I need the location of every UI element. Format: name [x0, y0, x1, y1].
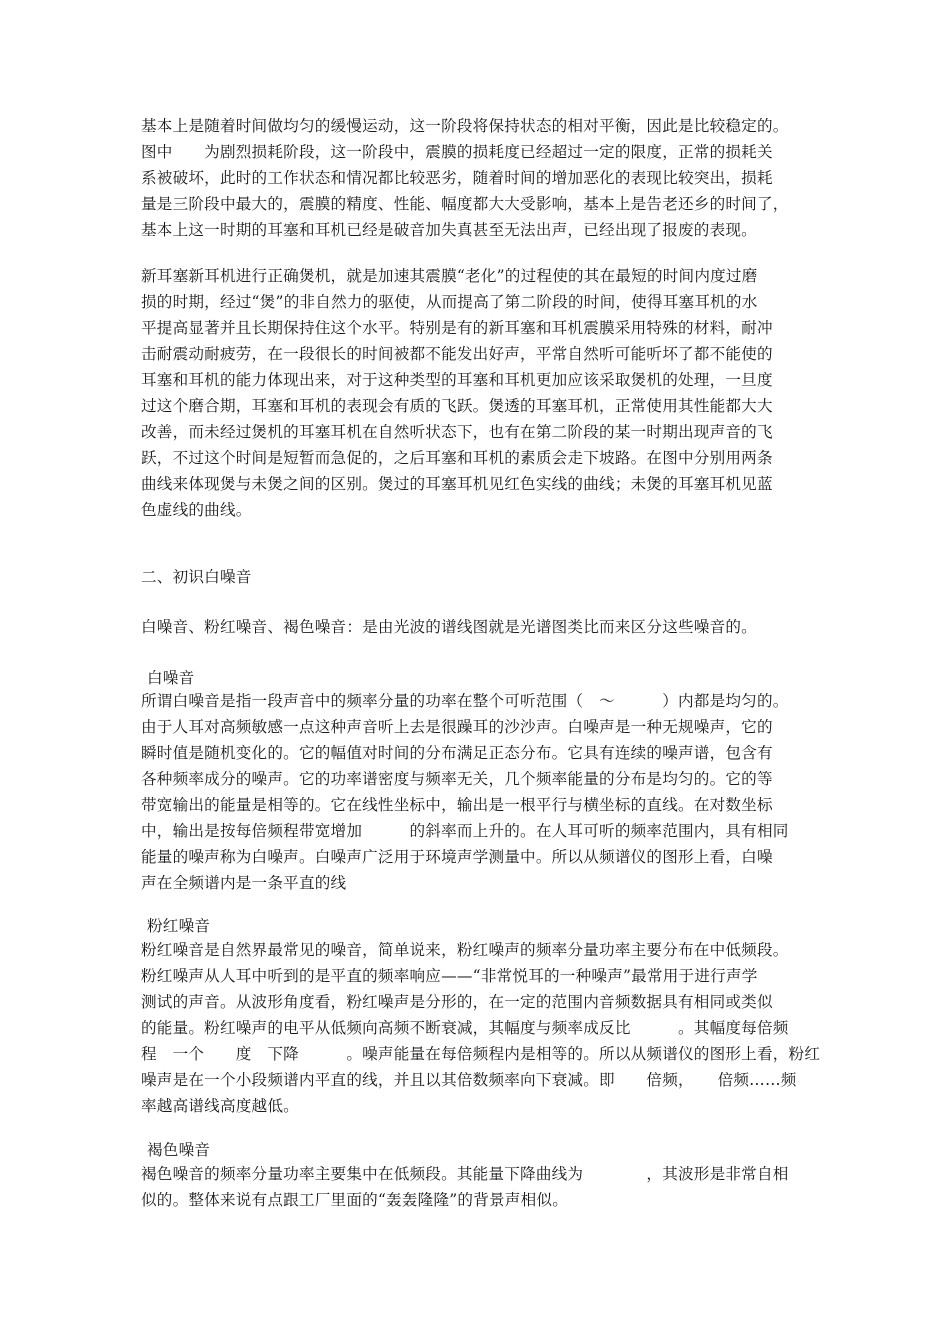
text-line: 系被破坏，此时的工作状态和情况都比较恶劣，随着时间的增加恶化的表现比较突出，损耗 — [141, 169, 773, 187]
text-line: 程 一个 度 下降 。噪声能量在每倍频程内是相等的。所以从频谱仪的图形上看，粉红 — [141, 1045, 821, 1063]
text-line: 所谓白噪音是指一段声音中的频率分量的功率在整个可听范围（ ～ ）内都是均匀的。 — [141, 692, 789, 710]
text-line: 新耳塞新耳机进行正确煲机，就是加速其震膜“老化”的过程使的其在最短的时间内度过磨 — [141, 267, 758, 285]
text-line: 曲线来体现煲与未煲之间的区别。煲过的耳塞耳机见红色实线的曲线；未煲的耳塞耳机见蓝 — [141, 475, 773, 493]
text-line: 改善，而未经过煲机的耳塞耳机在自然听状态下，也有在第二阶段的某一时期出现声音的飞 — [141, 423, 773, 441]
text-line: 褐色噪音的频率分量功率主要集中在低频段。其能量下降曲线为 ，其波形是非常自相 — [141, 1165, 789, 1183]
text-line: 色虚线的曲线。 — [141, 501, 252, 519]
text-line: 损的时期，经过“煲”的非自然力的驱使，从而提高了第二阶段的时间，使得耳塞耳机的水 — [141, 293, 758, 311]
text-line: 过这个磨合期，耳塞和耳机的表现会有质的飞跃。煲透的耳塞耳机，正常使用其性能都大大 — [141, 397, 773, 415]
text-line: 白噪音、粉红噪音、褐色噪音：是由光波的谱线图就是光谱图类比而来区分这些噪音的。 — [141, 618, 757, 636]
text-line: 似的。整体来说有点跟工厂里面的“轰轰隆隆”的背景声相似。 — [141, 1191, 568, 1209]
text-line: 粉红噪声从人耳中听到的是平直的频率响应——“非常悦耳的一种噪声”最常用于进行声学 — [141, 967, 758, 985]
text-line: 粉红噪音是自然界最常见的噪音，简单说来，粉红噪声的频率分量功率主要分布在中低频段。 — [141, 941, 789, 959]
text-line: 图中 为剧烈损耗阶段，这一阶段中，震膜的损耗度已经超过一定的限度，正常的损耗关 — [141, 143, 773, 161]
text-line: 基本上这一时期的耳塞和耳机已经是破音加失真甚至无法出声，已经出现了报废的表现。 — [141, 221, 757, 239]
section-heading: 褐色噪音 — [147, 1141, 211, 1159]
text-line: 率越高谱线高度越低。 — [141, 1097, 299, 1115]
text-line: 平提高显著并且长期保持住这个水平。特别是有的新耳塞和耳机震膜采用特殊的材料，耐冲 — [141, 319, 773, 337]
text-line: 耳塞和耳机的能力体现出来，对于这种类型的耳塞和耳机更加应该采取煲机的处理，一旦度 — [141, 371, 773, 389]
text-line: 声在全频谱内是一条平直的线 — [141, 874, 347, 892]
text-line: 带宽输出的能量是相等的。它在线性坐标中，输出是一根平行与横坐标的直线。在对数坐标 — [141, 796, 773, 814]
text-line: 基本上是随着时间做均匀的缓慢运动，这一阶段将保持状态的相对平衡，因此是比较稳定的。 — [141, 117, 789, 135]
text-line: 量是三阶段中最大的，震膜的精度、性能、幅度都大大受影响，基本上是告老还乡的时间了， — [141, 195, 789, 213]
text-line: 各种频率成分的噪声。它的功率谱密度与频率无关，几个频率能量的分布是均匀的。它的等 — [141, 770, 773, 788]
section-heading: 粉红噪音 — [147, 917, 211, 935]
text-line: 二、初识白噪音 — [141, 568, 252, 586]
text-line: 测试的声音。从波形角度看，粉红噪声是分形的，在一定的范围内音频数据具有相同或类似 — [141, 993, 773, 1011]
text-line: 瞬时值是随机变化的。它的幅值对时间的分布满足正态分布。它具有连续的噪声谱，包含有 — [141, 744, 773, 762]
text-line: 的能量。粉红噪声的电平从低频向高频不断衰减，其幅度与频率成反比 。其幅度每倍频 — [141, 1019, 789, 1037]
text-line: 跃，不过这个时间是短暂而急促的，之后耳塞和耳机的素质会走下坡路。在图中分别用两条 — [141, 449, 773, 467]
text-line: 中，输出是按每倍频程带宽增加 的斜率而上升的。在人耳可听的频率范围内，具有相同 — [141, 822, 789, 840]
text-line: 噪声是在一个小段频谱内平直的线，并且以其倍数频率向下衰减。即 倍频， 倍频……频 — [141, 1071, 797, 1089]
section-heading: 白噪音 — [147, 669, 195, 687]
text-line: 击耐震动耐疲劳，在一段很长的时间被都不能发出好声，平常自然听可能听坏了都不能使的 — [141, 345, 773, 363]
text-line: 能量的噪声称为白噪声。白噪声广泛用于环境声学测量中。所以从频谱仪的图形上看，白噪 — [141, 848, 773, 866]
text-line: 由于人耳对高频敏感一点这种声音听上去是很躁耳的沙沙声。白噪声是一种无规噪声，它的 — [141, 718, 773, 736]
